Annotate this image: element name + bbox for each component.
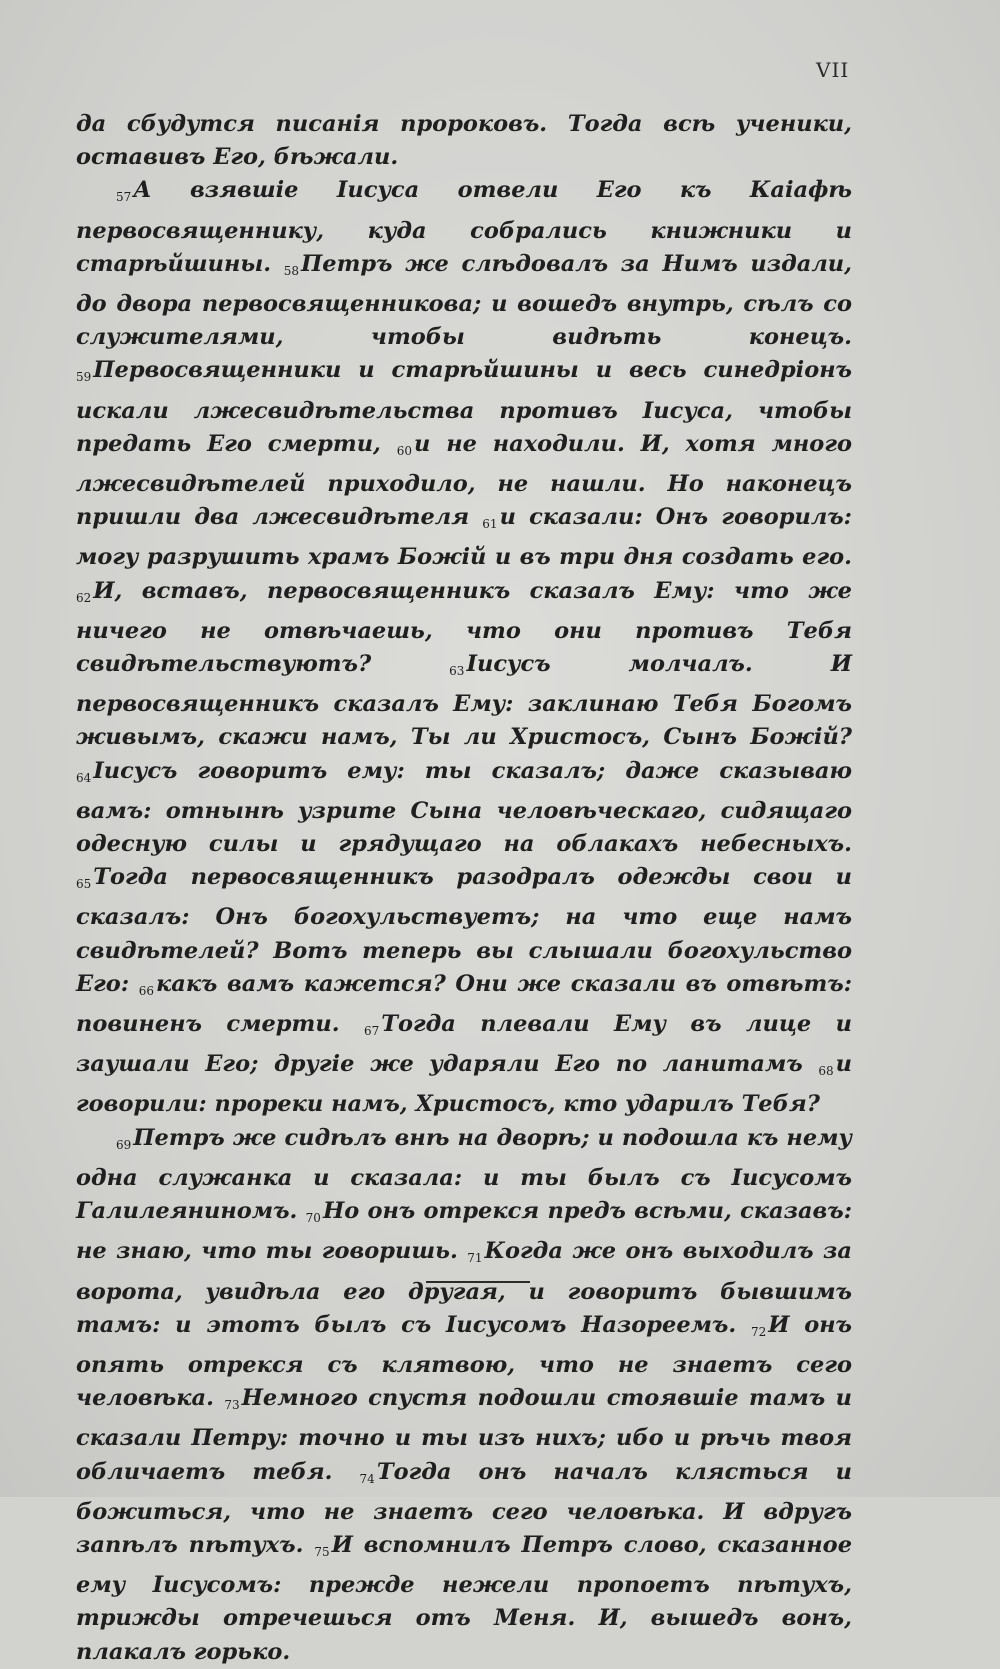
verse-text: Іисусъ молчалъ. И первосвященникъ сказалъ Ему: заклинаю Тебя Богомъ живымъ, скажи намъ, Ты ли Христосъ, Сынъ Божій? <box>76 651 853 751</box>
verse-number: 70 <box>305 1211 321 1226</box>
verse-text: И вспомнилъ Петръ слово, сказанное ему Іисусомъ: прежде нежели пропоетъ пѣтухъ, трижды отречешься отъ Меня. И, вышедъ вонъ, плакалъ горько. <box>76 1531 853 1665</box>
verse-number: 63 <box>449 664 465 679</box>
verse-number: 59 <box>76 370 92 385</box>
verse-text: и говорили: прореки намъ, Христосъ, кто ударилъ Тебя? <box>76 1051 852 1118</box>
verse-text: Петръ же слѣдовалъ за Нимъ издали, до двора первосвященникова; и вошедъ внутрь, сѣлъ со служителями, чтобы видѣть конецъ. <box>76 250 852 351</box>
verse-number: 71 <box>467 1251 483 1266</box>
verse-number: 65 <box>76 877 92 892</box>
verse-number: 58 <box>283 263 300 278</box>
verse-text: И, вставъ, первосвященникъ сказалъ Ему: что же ничего не отвѣчаешь, что они противъ Тебя свидѣтельствуютъ? <box>76 577 852 678</box>
verse-text: и не находили. И, хотя много лжесвидѣтелей приходило, не нашли. Но наконецъ пришли два лжесвидѣтеля <box>76 430 852 531</box>
verse-number: 64 <box>76 770 92 785</box>
verse-number: 69 <box>116 1137 132 1152</box>
paragraph <box>76 1122 852 1669</box>
verse-text: Тогда онъ началъ клясться и божиться, что не знаетъ сего человѣка. И вдругъ запѣлъ пѣтухъ. <box>76 1458 853 1558</box>
verse-text: Первосвященники и старѣйшины и весь синедріонъ искали лжесвидѣтельства противъ Іисуса, чтобы предать Его смерти, <box>76 357 852 457</box>
paragraph <box>76 174 852 1121</box>
verse-text: Тогда первосвященникъ разодралъ одежды свои и сказалъ: Онъ богохульствуетъ; на что еще намъ свидѣтелей? Вотъ теперь вы слышали богохульство Его: <box>76 864 852 997</box>
verse-number: 66 <box>138 983 155 998</box>
verse-text: Іисусъ говоритъ ему: ты сказалъ; даже сказываю вамъ: отнынѣ узрите Сына человѣческаго, сидящаго одесную силы и грядущаго на облакахъ небесныхъ. <box>76 757 852 858</box>
verse-number: 74 <box>359 1471 375 1486</box>
verse-text: и сказали: Онъ говорилъ: могу разрушить храмъ Божій и въ три дня создать его. <box>76 504 852 571</box>
verse-number: 61 <box>482 517 498 532</box>
verse-text: Но онъ отрекся предъ всѣми, сказавъ: не знаю, что ты говоришь. <box>76 1198 852 1265</box>
verse-text: Когда же онъ выходилъ за ворота, увидѣла его другая, и говоритъ бывшимъ тамъ: и этотъ былъ съ Іисусомъ Назореемъ. <box>76 1238 852 1338</box>
verse-number: 68 <box>818 1064 834 1079</box>
verse-text: Петръ же сидѣлъ внѣ на дворѣ; и подошла къ нему одна служанка и сказала: и ты былъ съ Іисусомъ Галилеяниномъ. <box>76 1124 852 1225</box>
verse-number: 60 <box>396 443 412 458</box>
verse-number: 73 <box>224 1398 240 1413</box>
paragraph <box>76 108 852 174</box>
verse-number: 62 <box>76 590 92 605</box>
verse-number: 75 <box>314 1544 330 1559</box>
verse-text: да сбудутся писанія пророковъ. Тогда всѣ ученики, оставивъ Его, бѣжали. <box>76 111 852 171</box>
verse-number: 72 <box>750 1324 767 1339</box>
verse-text: Тогда плевали Ему въ лице и заушали Его; другіе же ударяли Его по ланитамъ <box>76 1011 852 1078</box>
section-divider <box>426 1281 530 1283</box>
verse-text: А взявшіе Іисуса отвели Его къ Каіафѣ первосвященнику, куда собрались книжники и старѣйшины. <box>76 177 852 277</box>
verse-text: И онъ опять отрекся съ клятвою, что не знаетъ сего человѣка. <box>76 1311 852 1412</box>
verse-text: какъ вамъ кажется? Они же сказали въ отвѣтъ: повиненъ смерти. <box>76 970 852 1038</box>
verse-text: Немного спустя подошли стоявшіе тамъ и сказали Петру: точно и ты изъ нихъ; ибо и рѣчь твоя обличаетъ тебя. <box>76 1385 852 1485</box>
verse-number: 67 <box>363 1024 380 1039</box>
page-number: VII <box>816 58 850 82</box>
verse-number: 57 <box>116 190 132 205</box>
body-text <box>76 108 852 1669</box>
